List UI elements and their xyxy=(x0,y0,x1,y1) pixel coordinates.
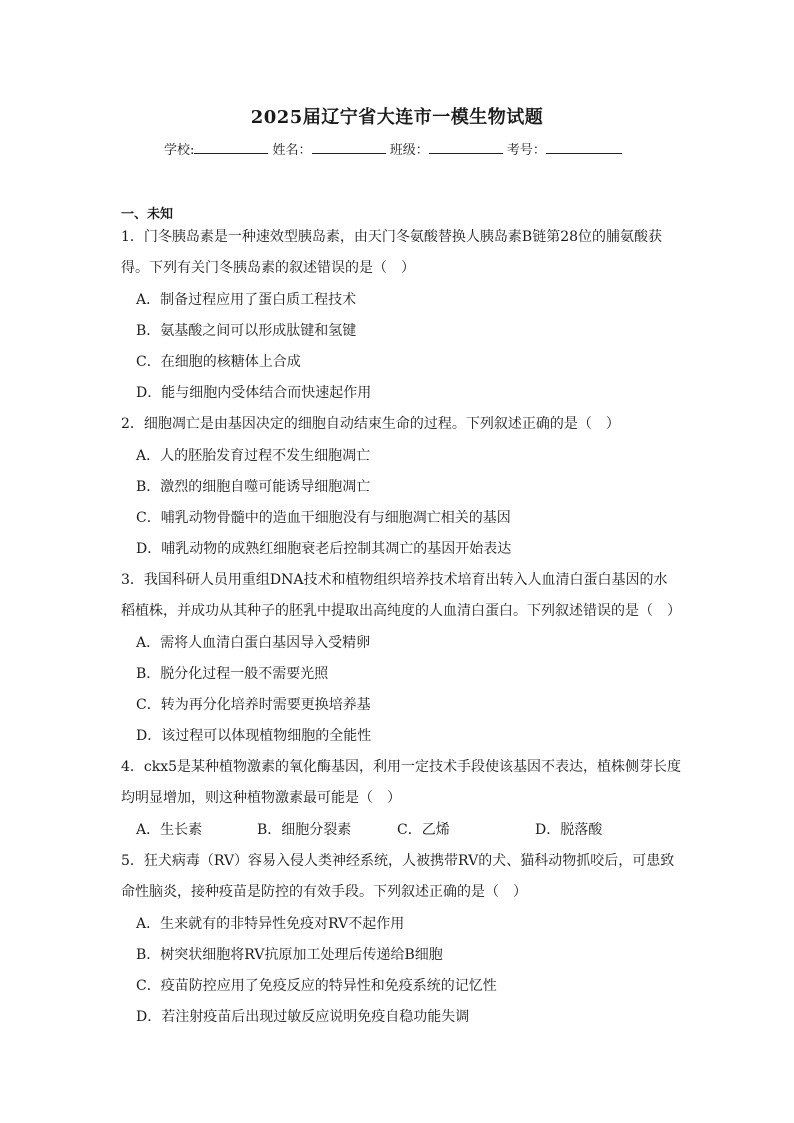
student-info-line xyxy=(164,139,622,158)
section-title: 一、未知 xyxy=(121,207,174,222)
question-4-option-d: D．脱落酸 xyxy=(535,822,603,838)
exam-title: 2025届辽宁省大连市一模生物试题 xyxy=(250,107,544,128)
question-5-stem-line-1: 5．狂犬病毒（RV）容易入侵人类神经系统，人被携带RV的犬、猫科动物抓咬后，可患致 xyxy=(121,853,675,869)
question-1-stem-line-2: 得。下列有关门冬胰岛素的叙述错误的是（ ） xyxy=(121,260,415,276)
school-blank xyxy=(194,139,268,154)
class-label: 班级： xyxy=(389,143,429,158)
name-blank xyxy=(312,139,386,154)
question-4-options-row xyxy=(136,821,656,839)
question-1-option-a: A．制备过程应用了蛋白质工程技术 xyxy=(136,292,357,308)
exam-number-blank xyxy=(546,139,622,154)
question-2-option-d: D．哺乳动物的成熟红细胞衰老后控制其凋亡的基因开始表达 xyxy=(136,541,512,557)
question-3-option-c: C．转为再分化培养时需要更换培养基 xyxy=(136,697,371,713)
class-blank xyxy=(429,139,503,154)
question-2-option-a: A．人的胚胎发育过程不发生细胞凋亡 xyxy=(136,448,371,464)
name-label: 姓名： xyxy=(272,143,312,158)
exam-number-label: 考号： xyxy=(506,143,546,158)
question-4-stem-line-1: 4．ckx5是某种植物激素的氧化酶基因，利用一定技术手段使该基因不表达，植株侧芽长度 xyxy=(121,759,682,775)
question-5-option-c: C．疫苗防控应用了免疫反应的特异性和免疫系统的记忆性 xyxy=(136,978,497,994)
question-1-option-d: D．能与细胞内受体结合而快速起作用 xyxy=(136,385,372,401)
question-4-option-b: B．细胞分裂素 xyxy=(257,822,352,838)
question-2-option-c: C．哺乳动物骨髓中的造血干细胞没有与细胞凋亡相关的基因 xyxy=(136,510,511,526)
question-1-option-c: C．在细胞的核糖体上合成 xyxy=(136,354,301,370)
question-4-stem-line-2: 均明显增加，则这种植物激素最可能是（ ） xyxy=(121,790,401,806)
question-5-option-d: D．若注射疫苗后出现过敏反应说明免疫自稳功能失调 xyxy=(136,1009,470,1025)
question-4-option-a: A．生长素 xyxy=(136,822,203,838)
question-1-stem-line-1: 1．门冬胰岛素是一种速效型胰岛素，由天门冬氨酸替换人胰岛素B链第28位的脯氨酸获 xyxy=(121,229,663,245)
question-4-option-c: C．乙烯 xyxy=(397,822,450,838)
question-2-stem-line-1: 2．细胞凋亡是由基因决定的细胞自动结束生命的过程。下列叙述正确的是（ ） xyxy=(121,416,620,432)
question-1-option-b: B．氨基酸之间可以形成肽键和氢键 xyxy=(136,323,357,339)
question-3-option-d: D．该过程可以体现植物细胞的全能性 xyxy=(136,728,372,744)
question-5-option-b: B．树突状细胞将RV抗原加工处理后传递给B细胞 xyxy=(136,947,443,963)
question-5-option-a: A．生来就有的非特异性免疫对RV不起作用 xyxy=(136,916,405,932)
question-3-option-a: A．需将人血清白蛋白基因导入受精卵 xyxy=(136,635,371,651)
question-5-stem-line-2: 命性脑炎，接种疫苗是防控的有效手段。下列叙述正确的是（ ） xyxy=(121,884,527,900)
question-2-option-b: B．激烈的细胞自噬可能诱导细胞凋亡 xyxy=(136,479,371,495)
school-label: 学校: xyxy=(164,143,195,158)
question-3-stem-line-2: 稻植株，并成功从其种子的胚乳中提取出高纯度的人血清白蛋白。下列叙述错误的是（ ） xyxy=(121,603,681,619)
question-3-option-b: B．脱分化过程一般不需要光照 xyxy=(136,666,329,682)
question-3-stem-line-1: 3．我国科研人员用重组DNA技术和植物组织培养技术培育出转入人血清白蛋白基因的水 xyxy=(121,572,668,588)
